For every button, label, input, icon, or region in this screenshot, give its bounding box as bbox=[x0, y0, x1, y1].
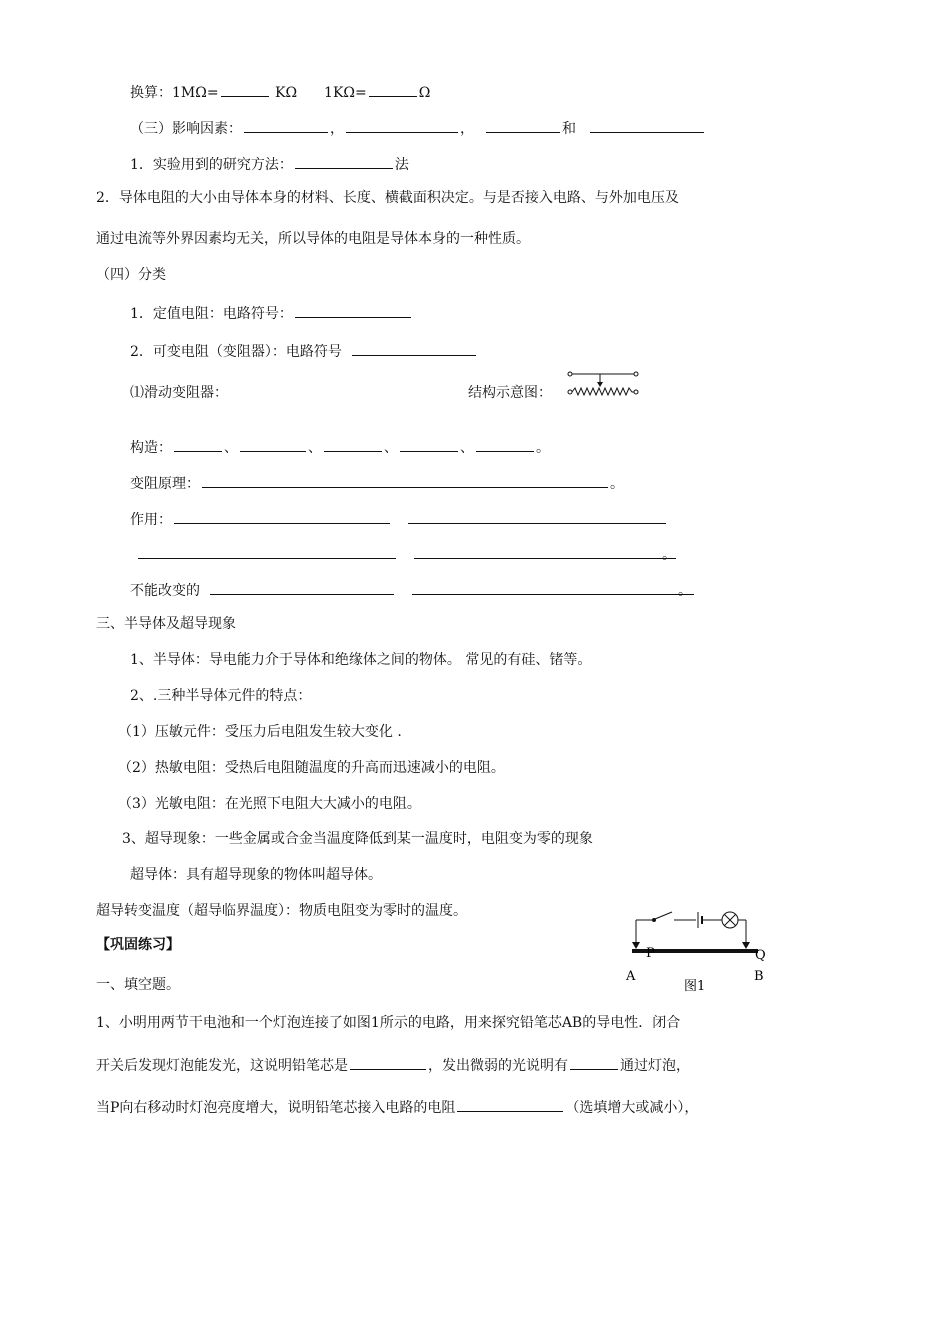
section-classification: （四）分类 bbox=[96, 267, 166, 283]
variable-resistor-line bbox=[130, 339, 478, 362]
function-line-2 bbox=[136, 542, 676, 565]
structure-label: 结构示意图： bbox=[468, 385, 552, 401]
switch-lever bbox=[655, 912, 672, 919]
separator: 、 bbox=[308, 440, 322, 456]
cannot-change-line bbox=[130, 578, 692, 601]
separator: ， bbox=[460, 121, 474, 137]
unit-ohm: Ω bbox=[418, 85, 431, 101]
terminal-top-left bbox=[568, 372, 572, 376]
blank-function-4[interactable] bbox=[414, 542, 676, 559]
blank-mohm[interactable] bbox=[221, 80, 269, 97]
blank-factor-2[interactable] bbox=[346, 116, 458, 133]
blank-q1-conductor[interactable] bbox=[350, 1053, 426, 1070]
blank-construction-3[interactable] bbox=[324, 435, 382, 452]
arrow-q bbox=[742, 942, 750, 949]
period: 。 bbox=[610, 476, 624, 492]
arrow-p bbox=[632, 942, 640, 949]
blank-factor-1[interactable] bbox=[244, 116, 328, 133]
blank-function-3[interactable] bbox=[138, 542, 396, 559]
method-tail: 法 bbox=[394, 157, 409, 173]
period: 。 bbox=[536, 440, 550, 456]
slide-rheostat-diagram bbox=[564, 366, 646, 400]
conversion-label: 换算：1MΩ= bbox=[130, 85, 219, 101]
separator: 、 bbox=[460, 440, 474, 456]
terminal-bottom-right bbox=[634, 390, 638, 394]
separator: 、 bbox=[384, 440, 398, 456]
construction-line bbox=[130, 435, 550, 458]
terminal-top-right bbox=[634, 372, 638, 376]
super-line-1: 3、超导现象：一些金属或合金当温度降低到某一温度时，电阻变为零的现象 bbox=[122, 831, 593, 847]
q1-line-1: 1、小明用两节干电池和一个灯泡连接了如图1所示的电路，用来探究铅笔芯AB的导电性．闭合 bbox=[96, 1015, 681, 1031]
principle-line bbox=[130, 471, 624, 494]
conjunction-he: 和 bbox=[562, 121, 576, 137]
conversion-mid: 1KΩ= bbox=[324, 85, 367, 101]
fixed-resistor-label: 1．定值电阻：电路符号： bbox=[130, 306, 293, 322]
blank-method[interactable] bbox=[295, 152, 393, 169]
practice-title: 【巩固练习】 bbox=[96, 937, 180, 953]
slider-arrow bbox=[597, 382, 603, 387]
variable-resistor-label: 2．可变电阻（变阻器）：电路符号 bbox=[130, 344, 342, 360]
conversion-line bbox=[130, 80, 430, 103]
method-line bbox=[130, 152, 409, 175]
blank-construction-4[interactable] bbox=[400, 435, 458, 452]
blank-function-2[interactable] bbox=[408, 507, 666, 524]
figure-1-circuit bbox=[622, 904, 772, 996]
q1-line-3 bbox=[96, 1095, 698, 1118]
function-line-1 bbox=[130, 507, 668, 530]
q1-text-d: 当P向右移动时灯泡亮度增大，说明铅笔芯接入电路的电阻 bbox=[96, 1100, 456, 1116]
blank-q1-resistance[interactable] bbox=[457, 1095, 563, 1112]
function-label: 作用： bbox=[130, 512, 172, 528]
super-line-2: 超导体：具有超导现象的物体叫超导体。 bbox=[130, 867, 382, 883]
section-semiconductor: 三、半导体及超导现象 bbox=[96, 616, 236, 632]
separator: ， bbox=[330, 121, 344, 137]
label-b: B bbox=[754, 969, 764, 984]
q1-line-2 bbox=[96, 1053, 690, 1076]
blank-construction-2[interactable] bbox=[240, 435, 306, 452]
semi-line-3: （1）压敏元件：受压力后电阻发生较大变化 . bbox=[118, 724, 402, 740]
blank-fixed-symbol[interactable] bbox=[295, 301, 411, 318]
semi-line-1: 1、半导体：导电能力介于导体和绝缘体之间的物体。 常见的有硅、锗等。 bbox=[130, 652, 592, 668]
factors-line bbox=[130, 116, 706, 139]
blank-factor-4[interactable] bbox=[590, 116, 704, 133]
method-label: 1．实验用到的研究方法： bbox=[130, 157, 293, 173]
factors-label: （三）影响因素： bbox=[130, 121, 242, 137]
figure-caption: 图1 bbox=[684, 979, 706, 994]
terminal-bottom-left bbox=[568, 390, 572, 394]
cannot-change-label: 不能改变的 bbox=[130, 583, 200, 599]
period: 。 bbox=[662, 547, 676, 563]
super-line-3: 超导转变温度（超导临界温度）：物质电阻变为零时的温度。 bbox=[96, 903, 467, 919]
principle-label: 变阻原理： bbox=[130, 476, 200, 492]
separator: 、 bbox=[224, 440, 238, 456]
q1-text-c: 通过灯泡， bbox=[620, 1058, 690, 1074]
resistance-coil bbox=[572, 388, 634, 395]
blank-principle[interactable] bbox=[202, 471, 608, 488]
semi-line-2: 2、.三种半导体元件的特点： bbox=[130, 688, 312, 704]
fixed-resistor-line bbox=[130, 301, 413, 324]
construction-label: 构造： bbox=[130, 440, 172, 456]
label-a: A bbox=[626, 969, 636, 984]
label-p: P bbox=[646, 946, 655, 961]
blank-factor-3[interactable] bbox=[486, 116, 560, 133]
blank-kohm[interactable] bbox=[369, 80, 417, 97]
semi-line-4: （2）热敏电阻：受热后电阻随温度的升高而迅速减小的电阻。 bbox=[118, 760, 505, 776]
q1-text-b: ，发出微弱的光说明有 bbox=[428, 1058, 568, 1074]
blank-cannot-change-1[interactable] bbox=[210, 578, 394, 595]
blank-construction-1[interactable] bbox=[174, 435, 222, 452]
nature-line-1: 2．导体电阻的大小由导体本身的材料、长度、横截面积决定。与是否接入电路、与外加电压及 bbox=[96, 190, 679, 206]
period: 。 bbox=[678, 583, 692, 599]
blank-construction-5[interactable] bbox=[476, 435, 534, 452]
blank-variable-symbol[interactable] bbox=[352, 339, 476, 356]
blank-cannot-change-2[interactable] bbox=[412, 578, 694, 595]
fill-in-title: 一、填空题。 bbox=[96, 977, 180, 993]
blank-function-1[interactable] bbox=[174, 507, 390, 524]
label-q: Q bbox=[755, 948, 766, 963]
unit-kohm: KΩ bbox=[270, 85, 298, 101]
slide-rheostat-label: ⑴滑动变阻器： bbox=[130, 385, 228, 401]
blank-q1-current[interactable] bbox=[570, 1053, 618, 1070]
q1-text-e: （选填增大或减小）， bbox=[565, 1100, 699, 1116]
q1-text-a: 开关后发现灯泡能发光，这说明铅笔芯是 bbox=[96, 1058, 348, 1074]
nature-line-2: 通过电流等外界因素均无关，所以导体的电阻是导体本身的一种性质。 bbox=[96, 231, 530, 247]
semi-line-5: （3）光敏电阻：在光照下电阻大大减小的电阻。 bbox=[118, 796, 421, 812]
